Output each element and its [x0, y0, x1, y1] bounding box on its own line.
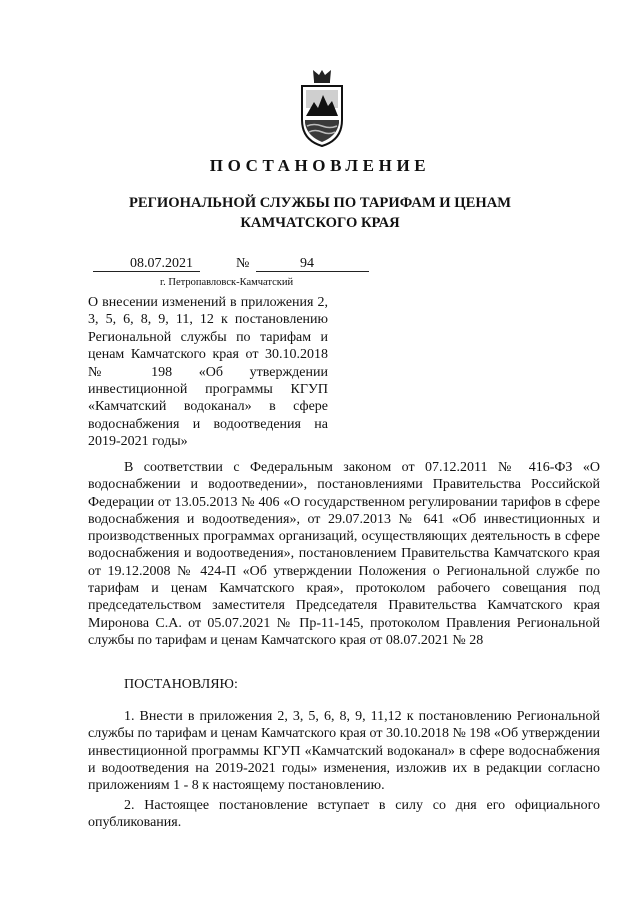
- issuing-authority: [0, 193, 640, 233]
- document-number: 94: [300, 256, 314, 271]
- date-number-line: [0, 254, 640, 276]
- preamble-paragraph: В соответствии с Федеральным законом от 07.12.2011 № 416-ФЗ «О водоснабжении и водоотведении», постановлениями Правительства Российской Федерации от 13.05.2013 № 406 «О государственном регулировании тарифов в сфере водоснабжения и водоотведения», от 29.07.2013 № 641 «Об инвестиционных и производственных программах организаций, осуществляющих деятельность в сфере водоснабжения и водоотведения», постановлением Правительства Камчатского края от 19.12.2008 № 424-П «Об утверждении Положения о Региональной службе по тарифам и ценам Камчатского края», протоколом рабочего совещания под председательством заместителя Председателя Правительства Камчатского края Миронова С.А. от 05.07.2021 № Пр-11-145, протоколом Правления Региональной службы по тарифам и ценам Камчатского края от 08.07.2021 № 28: [88, 460, 600, 648]
- document-subject: О внесении изменений в приложения 2, 3, 5, 6, 8, 9, 11, 12 к постановлению Региональной службы по тарифам и ценам Камчатского края от 30.10.2018 № 198 «Об утверждении инвестиционной программы КГУП «Камчатский водоканал» в сфере водоснабжения и водоотведения на 2019-2021 годы»: [88, 295, 328, 450]
- document-title: ПОСТАНОВЛЕНИЕ: [209, 156, 431, 175]
- decree-item-1: 1. Внести в приложения 2, 3, 5, 6, 8, 9, 11,12 к постановлению Региональной службы по тарифам и ценам Камчатского края от 30.10.2018 № 198 «Об утверждении инвестиционной программы КГУП «Камчатский водоканал» в сфере водоснабжения и водоотведения на 2019-2021 годы» изменения, изложив их в редакции согласно приложениям 1 - 8 к настоящему постановлению.: [88, 709, 600, 794]
- document-date: 08.07.2021: [130, 256, 193, 271]
- authority-line-2: КАМЧАТСКОГО КРАЯ: [240, 215, 400, 231]
- number-sign: №: [236, 256, 250, 271]
- authority-line-1: РЕГИОНАЛЬНОЙ СЛУЖБЫ ПО ТАРИФАМ И ЦЕНАМ: [128, 195, 512, 211]
- decree-item-2: 2. Настоящее постановление вступает в силу со дня его официального опубликования.: [88, 798, 600, 831]
- decree-heading: ПОСТАНОВЛЯЮ:: [124, 677, 238, 692]
- issue-place: г. Петропавловск-Камчатский: [160, 277, 294, 288]
- kamchatka-coat-of-arms-icon: [297, 68, 347, 148]
